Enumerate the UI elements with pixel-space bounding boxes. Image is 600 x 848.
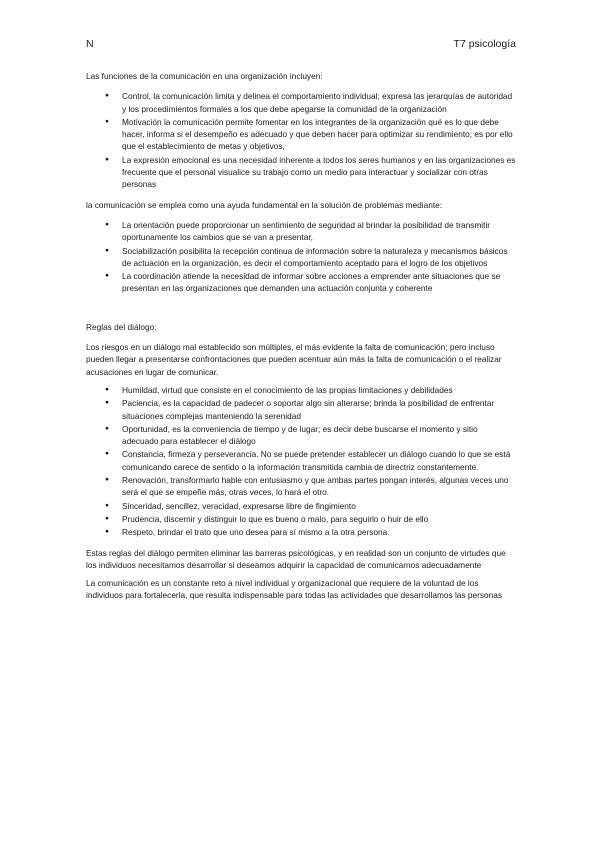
header-left: N bbox=[86, 38, 94, 50]
list-item: ● Motivación la comunicación permite fomentar en los integrantes de la organización qué es lo que debe hacer, informa si el desempeño es adecuado y que deben hacer para optimizar su rendimiento; es por ello que el establecimiento de metas y objetivos, bbox=[86, 116, 516, 153]
list-item: ● Paciencia, es la capacidad de padecer o soportar algo sin alterarse; brinda la posibilidad de enfrentar situaciones complejas manteniendo la serenidad bbox=[86, 397, 516, 422]
section2-intro: la comunicación se emplea como una ayuda fundamental en la solución de problemas mediante: bbox=[86, 199, 443, 210]
list-item: ● Respeto, brindar el trato que uno desea para sí mismo a la otra persona. bbox=[86, 526, 516, 538]
section1-intro: Las funciones de la comunicación en una organización incluyen: bbox=[86, 71, 323, 81]
section3-title: Reglas del diálogo: bbox=[86, 321, 157, 332]
list-item: ● La orientación puede proporcionar un sentimiento de seguridad al brindar la posibilidad de transmitir oportunamente los cambios que se van a presentar, bbox=[86, 219, 516, 244]
list-item: ● Sociabilización posibilita la recepción continua de información sobre la naturaleza y mecanismos básicos de actuación en la organización, es decir el comportamiento aceptado para el logro de los objetivos bbox=[86, 245, 516, 270]
list-item: ● Renovación, transformarlo hable con entusiasmo y que ambas partes pongan interés, algunas veces uno será el que se empeñe más, otras veces, lo hará el otro. bbox=[86, 474, 516, 499]
list-item: ● Prudencia, discernir y distinguir lo que es bueno o malo, para seguirlo o huir de ello bbox=[86, 513, 516, 525]
section3-list bbox=[86, 384, 516, 539]
list-item: ● Humildad, virtud que consiste en el conocimiento de las propias limitaciones y debilidades bbox=[86, 384, 516, 396]
section2-list bbox=[86, 219, 516, 295]
list-item: ● La coordinación atiende la necesidad de informar sobre acciones a emprender ante situaciones que se presentan en las organizaciones que demanden una actuación conjunta y coherente bbox=[86, 270, 516, 295]
section1-list bbox=[86, 90, 516, 190]
list-item: ● Oportunidad, es la conveniencia de tiempo y de lugar; es decir debe buscarse el momento y sitio adecuado para establecer el diálogo bbox=[86, 423, 516, 448]
header-right-title: T7 psicología bbox=[453, 38, 516, 50]
list-item: ● Sinceridad, sencillez, veracidad, expresarse libre de fingimiento bbox=[86, 500, 516, 512]
spacer bbox=[86, 303, 516, 321]
list-item: ● Constancia, firmeza y perseverancia. No se puede pretender establecer un diálogo cuando lo que se está comunicando carece de sentido o la información transmitida cambia de directriz constantemente. bbox=[86, 448, 516, 473]
document-body bbox=[86, 70, 516, 608]
section3-intro: Los riesgos en un diálogo mal establecido son múltiples, el más evidente la falta de comunicación; pero incluso pueden llegar a presentarse confrontaciones que pueden acentuar aún más la falta de comunicación o el realizar acusaciones en lugar de comunicar. bbox=[86, 342, 502, 377]
section3-closing-paragraph: Estas reglas del diálogo permiten eliminar las barreras psicológicas, y en realidad son un conjunto de virtudes que los individuos necesitamos desarrollar si deseamos adquirir la capacidad de comunicarnos adecuadamente bbox=[86, 547, 506, 570]
list-item: ● La expresión emocional es una necesidad inherente a todos los seres humanos y en las organizaciones es frecuente que el personal visualice su trabajo como un medio para interactuar y socializar con otras personas bbox=[86, 154, 516, 191]
final-paragraph: La comunicación es un constante reto a nivel individual y organizacional que requiere de la voluntad de los individuos para fortalecerla, que resulta indispensable para todas las actividades que desarrollamos las personas bbox=[86, 578, 503, 601]
list-item: ● Control, la comunicación limita y delinea el comportamiento individual; expresa las jerarquías de autoridad y los procedimientos formales a los que debe apegarse la comunidad de la organización bbox=[86, 90, 516, 115]
